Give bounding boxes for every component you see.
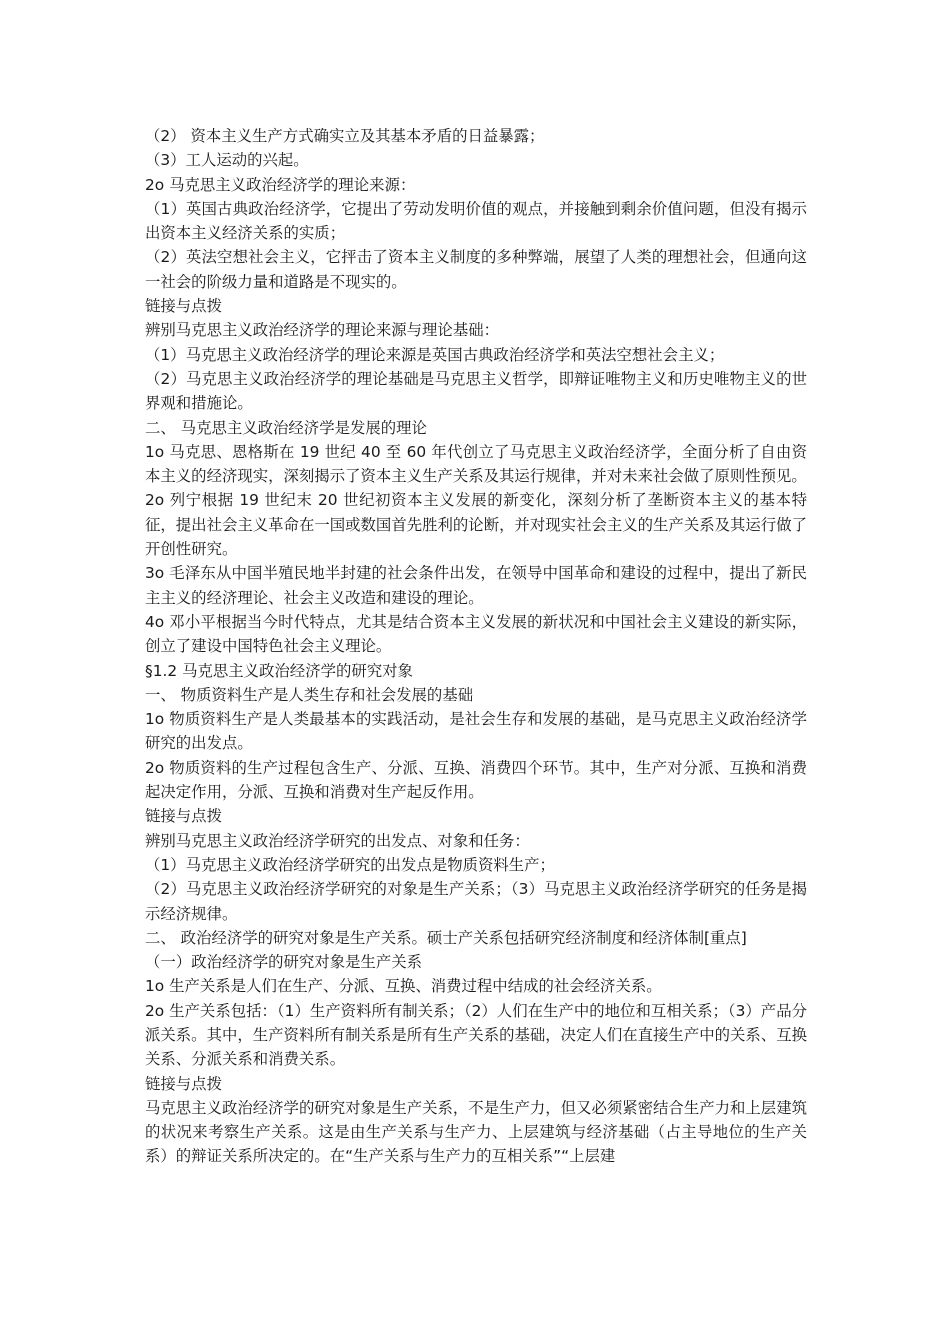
- paragraph-3: 2o 马克思主义政治经济学的理论来源：: [145, 175, 416, 194]
- paragraph-23: 二、 政治经济学的研究对象是生产关系。硕士产关系包括研究经济制度和经济体制[重点]: [145, 928, 747, 947]
- paragraph-6: 链接与点拨: [145, 297, 222, 316]
- paragraph-15: §1.2 马克思主义政治经济学的研究对象: [145, 661, 413, 680]
- paragraph-20: 辨别马克思主义政治经济学研究的出发点、对象和任务：: [145, 831, 530, 850]
- paragraph-22: （2）马克思主义政治经济学研究的对象是生产关系；（3）马克思主义政治经济学研究的任务是揭示经济规律。: [145, 880, 807, 923]
- paragraph-1: （2） 资本主义生产方式确实立及其基本矛盾的日益暴露；: [145, 127, 545, 145]
- paragraph-18: 2o 物质资料的生产过程包含生产、分派、互换、消费四个环节。其中，生产对分派、互换和消费起决定作用，分派、互换和消费对生产起反作用。: [145, 758, 807, 802]
- paragraph-14: 4o 邓小平根据当今时代特点，尤其是结合资本主义发展的新状况和中国社会主义建设的新实际，创立了建设中国特色社会主义理论。: [145, 612, 807, 656]
- paragraph-10: 二、 马克思主义政治经济学是发展的理论: [145, 418, 427, 437]
- paragraph-25: 1o 生产关系是人们在生产、分派、互换、消费过程中结成的社会经济关系。: [145, 977, 662, 996]
- paragraph-16: 一、 物质资料生产是人类生存和社会发展的基础: [145, 685, 474, 704]
- paragraph-5: （2）英法空想社会主义，它抨击了资本主义制度的多种弊端，展望了人类的理想社会，但通向这一社会的阶级力量和道路是不现实的。: [145, 248, 807, 291]
- document-body: [145, 124, 807, 1169]
- paragraph-17: 1o 物质资料生产是人类最基本的实践活动，是社会生存和发展的基础，是马克思主义政治经济学研究的出发点。: [145, 710, 807, 753]
- paragraph-24: （一）政治经济学的研究对象是生产关系: [145, 953, 423, 972]
- paragraph-28: 马克思主义政治经济学的研究对象是生产关系，不是生产力，但又必须紧密结合生产力和上层建筑的状况来考察生产关系。这是由生产关系与生产力、上层建筑与经济基础（占主导地位的生产关系）的辩证关系所决定的。在“生产关系与生产力的互相关系”“上层建: [145, 1098, 807, 1166]
- paragraph-11: 1o 马克思、恩格斯在 19 世纪 40 至 60 年代创立了马克思主义政治经济学，全面分析了自由资本主义的经济现实，深刻揭示了资本主义生产关系及其运行规律，并对未来社会做了原则性预见。: [145, 442, 807, 486]
- paragraph-13: 3o 毛泽东从中国半殖民地半封建的社会条件出发，在领导中国革命和建设的过程中，提出了新民主主义的经济理论、社会主义改造和建设的理论。: [145, 564, 807, 607]
- paragraph-12: 2o 列宁根据 19 世纪末 20 世纪初资本主义发展的新变化，深刻分析了垄断资本主义的基本特征，提出社会主义革命在一国或数国首先胜利的论断，并对现实社会主义的生产关系及其运行做了开创性研究。: [145, 491, 807, 559]
- paragraph-19: 链接与点拨: [145, 807, 222, 826]
- paragraph-8: （1）马克思主义政治经济学的理论来源是英国古典政治经济学和英法空想社会主义；: [145, 345, 725, 364]
- paragraph-9: （2）马克思主义政治经济学的理论基础是马克思主义哲学，即辩证唯物主义和历史唯物主义的世界观和措施论。: [145, 369, 807, 413]
- paragraph-27: 链接与点拨: [145, 1074, 222, 1093]
- paragraph-4: （1）英国古典政治经济学，它提出了劳动发明价值的观点，并接触到剩余价值问题，但没有揭示出资本主义经济关系的实质；: [145, 199, 807, 243]
- paragraph-26: 2o 生产关系包括：（1）生产资料所有制关系；（2）人们在生产中的地位和互相关系；（3）产品分派关系。其中，生产资料所有制关系是所有生产关系的基础，决定人们在直接生产中的关系、互换关系、分派关系和消费关系。: [145, 1001, 807, 1069]
- paragraph-21: （1）马克思主义政治经济学研究的出发点是物质资料生产；: [145, 855, 555, 874]
- paragraph-7: 辨别马克思主义政治经济学的理论来源与理论基础：: [145, 321, 499, 340]
- paragraph-2: （3）工人运动的兴起。: [145, 151, 309, 170]
